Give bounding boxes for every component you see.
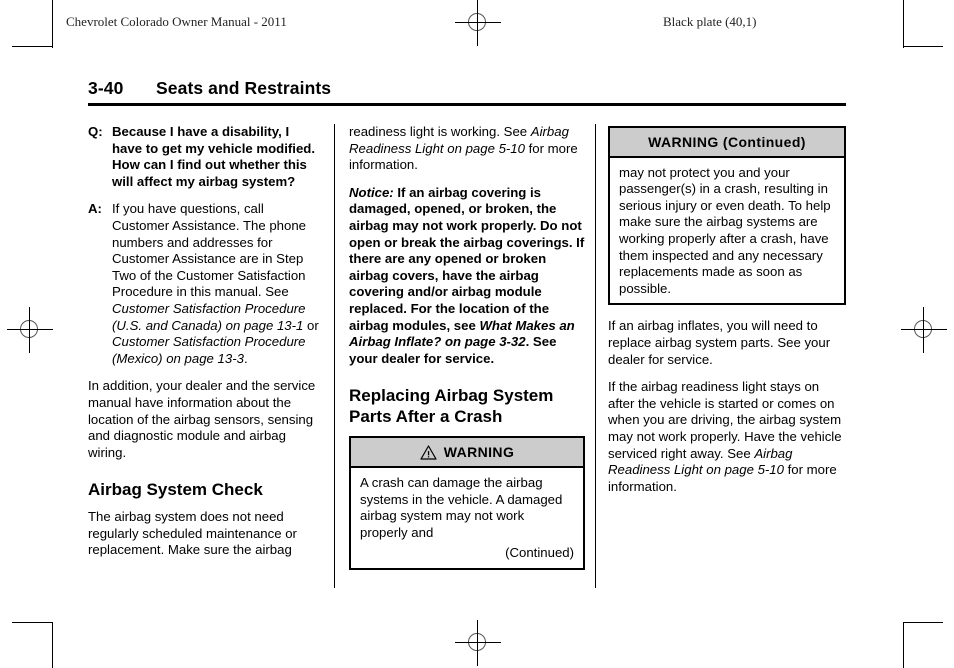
qa-question	[88, 124, 320, 190]
column1-paragraph-1: In addition, your dealer and the service manual have information about the location of the airbag sensors, sensing and diagnostic module and airbag wiring.	[88, 378, 316, 460]
crop-mark-top-right-vertical	[903, 0, 904, 48]
column2-continued-paragraph	[349, 124, 585, 174]
crop-mark-top-left-vertical	[52, 0, 53, 48]
crop-mark-bottom-right-horizontal	[903, 622, 943, 623]
column3-paragraph-2	[608, 379, 846, 495]
qa-answer-conjunction: or	[303, 317, 319, 333]
registration-horizontal-line	[455, 22, 501, 23]
column3-paragraph-2-lead: If the airbag readiness light stays on after the vehicle is started or comes on when you are driving, the airbag system may not work properly. Have the vehicle serviced right away. See	[608, 379, 842, 461]
warning-box-continued-body	[610, 158, 844, 304]
crop-mark-bottom-right-vertical	[903, 622, 904, 668]
warning-box-continued-text: may not protect you and your passenger(s) in a crash, resulting in serious injury or even death. To help make sure the airbag systems are working properly after a crash, have them inspected and any necessary replacements made as soon as possible.	[619, 164, 831, 296]
qa-question-label: Q:	[88, 124, 103, 139]
page-title-bar	[88, 78, 846, 106]
crop-mark-top-right-horizontal	[903, 46, 943, 47]
column3-paragraph-2-end: for more information.	[608, 462, 837, 494]
crop-mark-top-left-horizontal	[12, 46, 52, 47]
running-header-right: Black plate (40,1)	[663, 14, 757, 29]
warning-box-continued	[608, 126, 846, 305]
registration-horizontal-line	[901, 329, 947, 330]
qa-answer-text	[112, 201, 320, 367]
column-separator-2	[595, 124, 596, 588]
qa-answer	[88, 201, 320, 367]
qa-question-text: Because I have a disability, I have to get my vehicle modified. How can I find out whether this will affect my airbag system?	[112, 124, 315, 189]
page-number: 3-40	[88, 78, 124, 98]
registration-vertical-line	[29, 307, 30, 353]
warning-box-text: A crash can damage the airbag systems in the vehicle. A damaged airbag system may not work properly and	[360, 474, 563, 540]
xref-what-makes-an-airbag-inflate: What Makes an Airbag Inflate? on page 3-32	[349, 317, 575, 350]
registration-vertical-line	[477, 0, 478, 46]
qa-answer-text-lead: If you have questions, call Customer Assistance. The phone numbers and addresses for Customer Assistance are in Step Two of the Customer Satisfaction Procedure in this manual. See	[112, 201, 307, 300]
registration-target-right	[901, 307, 947, 353]
xref-customer-satisfaction-us-canada: Customer Satisfaction Procedure (U.S. and Canada) on page 13-1	[112, 300, 306, 333]
xref-airbag-readiness-light-2: Airbag Readiness Light on page 5-10	[608, 445, 793, 478]
warning-box-body	[351, 468, 583, 568]
registration-target-bottom	[455, 620, 501, 666]
crop-mark-bottom-left-vertical	[52, 622, 53, 668]
notice-label: Notice:	[349, 184, 394, 200]
registration-target-top	[455, 0, 501, 46]
page-title-rule	[88, 103, 846, 106]
xref-customer-satisfaction-mexico: Customer Satisfaction Procedure (Mexico) on page 13-3	[112, 334, 306, 366]
column-3	[608, 124, 846, 495]
page-title	[88, 78, 846, 103]
warning-box-continued-title: WARNING (Continued)	[648, 134, 806, 150]
warning-triangle-icon	[420, 445, 437, 460]
warning-box-continued-header	[610, 128, 844, 158]
qa-answer-text-end: .	[243, 350, 248, 366]
qa-answer-label: A:	[88, 201, 102, 217]
registration-target-left	[7, 307, 53, 353]
warning-box-continued-label: (Continued)	[505, 545, 574, 561]
column-2	[349, 124, 585, 583]
warning-box-title: WARNING	[443, 444, 515, 461]
warning-box-header	[351, 438, 583, 468]
section-title: Seats and Restraints	[156, 78, 332, 98]
column-1	[88, 124, 320, 559]
heading-airbag-system-check: Airbag System Check	[88, 480, 263, 500]
registration-horizontal-line	[7, 329, 53, 330]
column-separator-1	[334, 124, 335, 588]
warning-box-primary	[349, 436, 585, 570]
registration-vertical-line	[923, 307, 924, 353]
xref-airbag-readiness-light: Airbag Readiness Light on page 5-10	[349, 124, 569, 156]
heading-replacing-airbag-system-parts: Replacing Airbag System Parts After a Crash	[349, 386, 554, 427]
notice-text-end: . See your dealer for service.	[349, 334, 557, 366]
notice-block	[349, 185, 585, 368]
notice-text-lead: If an airbag covering is damaged, opened, or broken, the airbag may not work properly. Do not open or break the airbag coverings. If there are any opened or broken airbag covers, have the airbag covering and/or airbag module replaced. For the location of the airbag modules, see	[349, 184, 585, 333]
column3-paragraph-1: If an airbag inflates, you will need to replace airbag system parts. See your dealer for service.	[608, 318, 831, 367]
crop-mark-bottom-left-horizontal	[12, 622, 52, 623]
column1-paragraph-2: The airbag system does not need regularly scheduled maintenance or replacement. Make sure the airbag	[88, 509, 297, 558]
registration-horizontal-line	[455, 642, 501, 643]
registration-vertical-line	[477, 620, 478, 666]
running-header-left: Chevrolet Colorado Owner Manual - 2011	[66, 14, 287, 29]
column2-continued-lead: readiness light is working. See	[349, 124, 531, 139]
column2-continued-end: for more information.	[349, 140, 578, 173]
